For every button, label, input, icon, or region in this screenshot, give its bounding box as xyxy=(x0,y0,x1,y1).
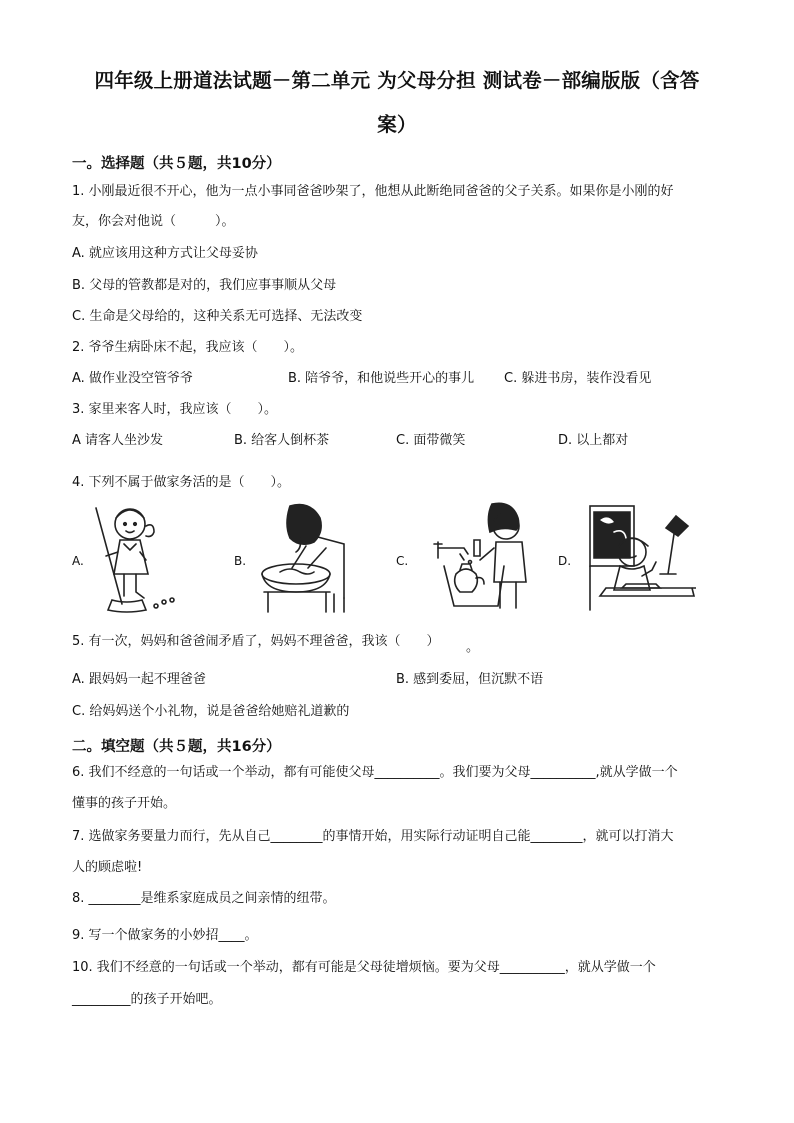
q1-option-b[interactable]: B. 父母的管教都是对的，我们应事事顺从父母 xyxy=(72,278,337,293)
q5-option-b[interactable]: B. 感到委屈，但沉默不语 xyxy=(396,672,544,687)
q1-stem-line1: 1. 小刚最近很不开心，他为一点小事同爸爸吵架了，他想从此断绝同爸爸的父子关系。如果你是小刚的好 xyxy=(72,184,674,199)
q6-line1: 6. 我们不经意的一句话或一个举动，都有可能使父母__________。我们要为父母__________,就从学做一个 xyxy=(72,765,678,780)
q4-option-a-label[interactable]: A. xyxy=(72,554,84,568)
q5-option-a[interactable]: A. 跟妈妈一起不理爸爸 xyxy=(72,672,206,687)
q3-option-a[interactable]: A 请客人坐沙发 xyxy=(72,433,164,448)
section-fill-heading: 二。填空题（共５题，共16分） xyxy=(72,739,281,755)
q3-option-b[interactable]: B. 给客人倒杯茶 xyxy=(234,433,330,448)
q9-text: 9. 写一个做家务的小妙招____。 xyxy=(72,928,258,943)
q2-option-c[interactable]: C. 躲进书房，装作没看见 xyxy=(504,371,652,386)
q4-stem: 4. 下列不属于做家务活的是（ ）。 xyxy=(72,475,291,490)
q6-line2: 懂事的孩子开始。 xyxy=(72,796,177,811)
q8-text: 8. ________是维系家庭成员之间亲情的纽带。 xyxy=(72,891,336,906)
q5-stem: 5. 有一次，妈妈和爸爸闹矛盾了，妈妈不理爸爸，我该（ ） xyxy=(72,634,440,649)
q5-option-c[interactable]: C. 给妈妈送个小礼物，说是爸爸给她赔礼道歉的 xyxy=(72,704,350,719)
q5-stem-end: 。 xyxy=(466,640,480,655)
child-sweeping-image[interactable] xyxy=(90,500,180,618)
child-washing-kettle-image[interactable] xyxy=(430,500,540,612)
q2-option-a[interactable]: A. 做作业没空管爷爷 xyxy=(72,371,193,386)
q4-option-d-label[interactable]: D. xyxy=(558,554,572,568)
q3-stem: 3. 家里来客人时，我应该（ ）。 xyxy=(72,402,278,417)
exam-title-line1: 四年级上册道法试题－第二单元 为父母分担 测试卷－部编版版（含答 xyxy=(94,69,700,92)
q3-option-d[interactable]: D. 以上都对 xyxy=(558,433,629,448)
q4-option-c-label[interactable]: C. xyxy=(396,554,409,568)
q7-line1: 7. 选做家务要量力而行，先从自己________的事情开始，用实际行动证明自己能________，就可以打消大 xyxy=(72,829,674,844)
child-doing-homework-image[interactable] xyxy=(586,502,696,612)
q10-line2: _________的孩子开始吧。 xyxy=(72,992,222,1007)
q2-option-b[interactable]: B. 陪爷爷，和他说些开心的事儿 xyxy=(288,371,475,386)
q7-line2: 人的顾虑啦! xyxy=(72,860,143,875)
exam-title-line2: 案） xyxy=(377,113,417,136)
q1-stem-line2: 友，你会对他说（ ）。 xyxy=(72,214,235,229)
child-washing-clothes-image[interactable] xyxy=(256,502,352,614)
q10-line1: 10. 我们不经意的一句话或一个举动，都有可能是父母徒增烦恼。要为父母__________，就从学做一个 xyxy=(72,960,656,975)
section-choice-heading: 一。选择题（共５题，共10分） xyxy=(72,156,281,172)
q3-option-c[interactable]: C. 面带微笑 xyxy=(396,433,466,448)
q2-stem: 2. 爷爷生病卧床不起，我应该（ ）。 xyxy=(72,340,304,355)
q4-option-b-label[interactable]: B. xyxy=(234,554,247,568)
q1-option-a[interactable]: A. 就应该用这种方式让父母妥协 xyxy=(72,246,258,261)
q1-option-c[interactable]: C. 生命是父母给的，这种关系无可选择、无法改变 xyxy=(72,309,363,324)
